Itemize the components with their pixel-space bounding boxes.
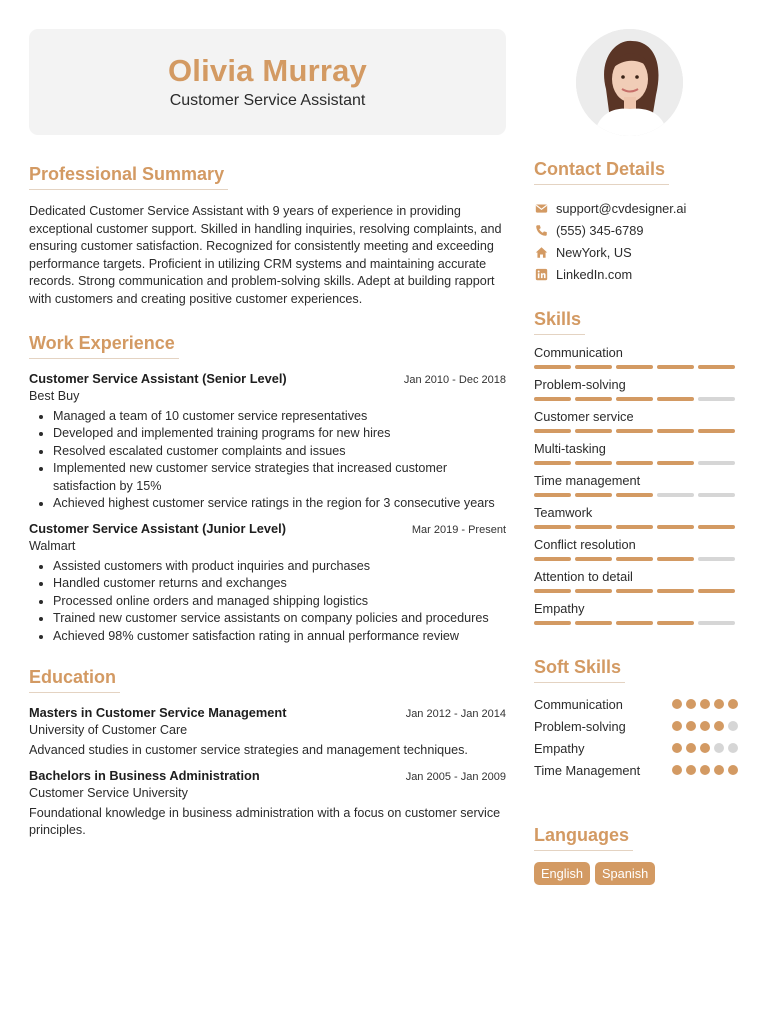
skill-level-segment — [575, 365, 612, 369]
left-column — [29, 164, 506, 840]
skill-name: Problem-solving — [534, 377, 626, 392]
skill-level-segment — [698, 621, 735, 625]
skill-level-segment — [575, 589, 612, 593]
job-title: Customer Service Assistant (Senior Level) — [29, 370, 287, 386]
rating-dot — [714, 743, 724, 753]
contact-email-text: support@cvdesigner.ai — [556, 200, 687, 216]
rating-dot — [672, 699, 682, 709]
rating-dot — [728, 765, 738, 775]
candidate-name: Olivia Murray — [167, 53, 367, 88]
list-item: • Implemented new customer service strategies that increased customer satisfaction by 15% — [53, 460, 506, 495]
skill-level-segment — [575, 557, 612, 561]
school-name: Customer Service University — [29, 785, 188, 800]
rating-dot — [700, 721, 710, 731]
skill-item — [534, 601, 740, 633]
soft-skills-list — [534, 693, 740, 781]
soft-skill-name: Problem-solving — [534, 718, 626, 734]
skill-level-bar — [534, 589, 740, 593]
skill-level-segment — [616, 365, 653, 369]
header-box — [29, 29, 506, 135]
skill-level-segment — [698, 461, 735, 465]
list-item: • Assisted customers with product inquiries and purchases — [53, 558, 506, 576]
rating-dot — [728, 743, 738, 753]
right-column — [534, 159, 740, 885]
soft-skill-name: Empathy — [534, 740, 585, 756]
list-item: • Handled customer returns and exchanges — [53, 575, 506, 593]
profile-photo — [576, 29, 683, 136]
education-date: Jan 2012 - Jan 2014 — [405, 708, 506, 721]
job-entry — [29, 371, 506, 513]
soft-skill-name: Communication — [534, 696, 623, 712]
skill-level-segment — [575, 397, 612, 401]
skill-level-segment — [616, 557, 653, 561]
contact-linkedin-text: LinkedIn.com — [556, 266, 633, 282]
degree-title: Bachelors in Business Administration — [29, 767, 260, 783]
rating-dot — [686, 721, 696, 731]
skill-item — [534, 505, 740, 537]
skills-heading: Skills — [534, 309, 585, 335]
skill-level-segment — [616, 461, 653, 465]
skill-level-bar — [534, 429, 740, 433]
education-entry — [29, 705, 506, 760]
list-item: • Developed and implemented training programs for new hires — [53, 425, 506, 443]
skill-name: Multi-tasking — [534, 441, 606, 456]
skills-list — [534, 345, 740, 633]
languages-heading: Languages — [534, 825, 633, 851]
skill-level-segment — [698, 429, 735, 433]
skill-level-segment — [616, 429, 653, 433]
skill-name: Empathy — [534, 601, 585, 616]
skill-item — [534, 473, 740, 505]
soft-skill-rating — [672, 699, 738, 709]
skill-name: Attention to detail — [534, 569, 633, 584]
skill-level-segment — [698, 589, 735, 593]
skill-level-segment — [575, 525, 612, 529]
rating-dot — [686, 765, 696, 775]
skill-level-segment — [616, 525, 653, 529]
job-date: Mar 2019 - Present — [411, 523, 506, 536]
contact-location-text: NewYork, US — [556, 244, 632, 260]
skill-level-bar — [534, 493, 740, 497]
skill-level-segment — [534, 621, 571, 625]
contact-location — [534, 241, 740, 263]
contact-phone[interactable] — [534, 219, 740, 241]
skill-item — [534, 409, 740, 441]
list-item: • Achieved highest customer service ratings in the region for 3 consecutive years — [53, 495, 506, 513]
linkedin-icon — [534, 267, 548, 281]
rating-dot — [672, 765, 682, 775]
skill-level-segment — [616, 397, 653, 401]
soft-skill-rating — [672, 765, 738, 775]
skill-level-segment — [534, 461, 571, 465]
portrait-image — [576, 29, 683, 136]
skill-level-segment — [575, 493, 612, 497]
skill-level-segment — [657, 397, 694, 401]
soft-skill-rating — [672, 743, 738, 753]
mail-icon — [534, 201, 548, 215]
skill-level-bar — [534, 397, 740, 401]
job-date: Jan 2010 - Dec 2018 — [403, 373, 506, 386]
skill-level-segment — [698, 493, 735, 497]
job-bullets — [29, 558, 506, 646]
list-item: • Achieved 98% customer satisfaction rating in annual performance review — [53, 628, 506, 646]
skill-level-segment — [534, 365, 571, 369]
education-heading: Education — [29, 667, 120, 693]
job-company: Walmart — [29, 538, 76, 553]
home-icon — [534, 245, 548, 259]
skill-level-segment — [575, 621, 612, 625]
rating-dot — [700, 699, 710, 709]
skill-level-segment — [657, 493, 694, 497]
contact-linkedin[interactable] — [534, 263, 740, 285]
skill-level-segment — [575, 429, 612, 433]
job-entry — [29, 521, 506, 646]
skill-name: Time management — [534, 473, 641, 488]
skill-level-segment — [534, 493, 571, 497]
skill-level-segment — [534, 429, 571, 433]
contact-email[interactable] — [534, 197, 740, 219]
languages-list — [534, 862, 740, 885]
skill-level-segment — [657, 525, 694, 529]
soft-skill-item — [534, 737, 740, 759]
rating-dot — [728, 699, 738, 709]
rating-dot — [728, 721, 738, 731]
rating-dot — [714, 765, 724, 775]
soft-skills-heading: Soft Skills — [534, 657, 625, 683]
skill-level-segment — [534, 557, 571, 561]
contact-heading: Contact Details — [534, 159, 669, 185]
phone-icon — [534, 223, 548, 237]
skill-item — [534, 537, 740, 569]
skill-level-segment — [534, 525, 571, 529]
school-name: University of Customer Care — [29, 723, 188, 738]
skill-item — [534, 441, 740, 473]
list-item: • Resolved escalated customer complaints and issues — [53, 443, 506, 461]
skill-level-segment — [534, 589, 571, 593]
job-bullets — [29, 408, 506, 513]
list-item: • Processed online orders and managed shipping logistics — [53, 593, 506, 611]
soft-skill-name: Time Management — [534, 762, 641, 778]
education-date: Jan 2005 - Jan 2009 — [405, 770, 506, 783]
rating-dot — [672, 743, 682, 753]
skill-name: Conflict resolution — [534, 537, 636, 552]
skill-name: Customer service — [534, 409, 634, 424]
skill-level-segment — [616, 493, 653, 497]
summary-text: Dedicated Customer Service Assistant with 9 years of experience in providing exceptional customer support. Skilled in handling inquiries, resolving complaints, and ensuring customer satisfaction. Recognized for consistently meeting and exceeding performance targets. Proficient in utilizing CRM systems and maintaining accurate records. Strong communication and problem-solving skills. Adept at building rapport with customers and creating positive customer experiences. — [29, 204, 502, 306]
list-item: • Trained new customer service assistants on company policies and procedures — [53, 610, 506, 628]
work-heading: Work Experience — [29, 333, 179, 359]
skill-level-segment — [616, 621, 653, 625]
soft-skill-item — [534, 693, 740, 715]
rating-dot — [700, 765, 710, 775]
skill-level-segment — [657, 365, 694, 369]
skill-item — [534, 377, 740, 409]
soft-skill-item — [534, 759, 740, 781]
skill-level-segment — [575, 461, 612, 465]
skill-level-segment — [657, 621, 694, 625]
skill-level-bar — [534, 557, 740, 561]
skill-level-segment — [657, 557, 694, 561]
candidate-role: Customer Service Assistant — [169, 92, 366, 109]
skill-item — [534, 345, 740, 377]
skill-name: Communication — [534, 345, 623, 360]
degree-title: Masters in Customer Service Management — [29, 705, 287, 721]
rating-dot — [714, 699, 724, 709]
job-company: Best Buy — [29, 388, 80, 403]
skill-level-bar — [534, 365, 740, 369]
contact-phone-text: (555) 345-6789 — [556, 222, 644, 238]
skill-level-segment — [657, 461, 694, 465]
skill-level-segment — [698, 365, 735, 369]
list-item: • Managed a team of 10 customer service representatives — [53, 408, 506, 426]
skill-level-segment — [534, 397, 571, 401]
job-title: Customer Service Assistant (Junior Level) — [29, 520, 286, 536]
skill-level-segment — [698, 525, 735, 529]
skill-item — [534, 569, 740, 601]
skill-level-segment — [616, 589, 653, 593]
contact-list — [534, 197, 740, 285]
skill-level-segment — [657, 429, 694, 433]
education-desc: Foundational knowledge in business administration with a focus on customer service principles. — [29, 805, 501, 838]
skill-level-bar — [534, 461, 740, 465]
skill-level-segment — [698, 397, 735, 401]
rating-dot — [714, 721, 724, 731]
soft-skill-item — [534, 715, 740, 737]
education-desc: Advanced studies in customer service strategies and management techniques. — [29, 743, 468, 758]
language-tag: Spanish — [595, 862, 655, 885]
skill-level-segment — [698, 557, 735, 561]
summary-heading: Professional Summary — [29, 164, 228, 190]
rating-dot — [672, 721, 682, 731]
skill-level-segment — [657, 589, 694, 593]
rating-dot — [686, 743, 696, 753]
language-tag: English — [534, 862, 590, 885]
rating-dot — [686, 699, 696, 709]
education-entry — [29, 768, 506, 840]
soft-skill-rating — [672, 721, 738, 731]
skill-name: Teamwork — [534, 505, 593, 520]
skill-level-bar — [534, 525, 740, 529]
skill-level-bar — [534, 621, 740, 625]
rating-dot — [700, 743, 710, 753]
